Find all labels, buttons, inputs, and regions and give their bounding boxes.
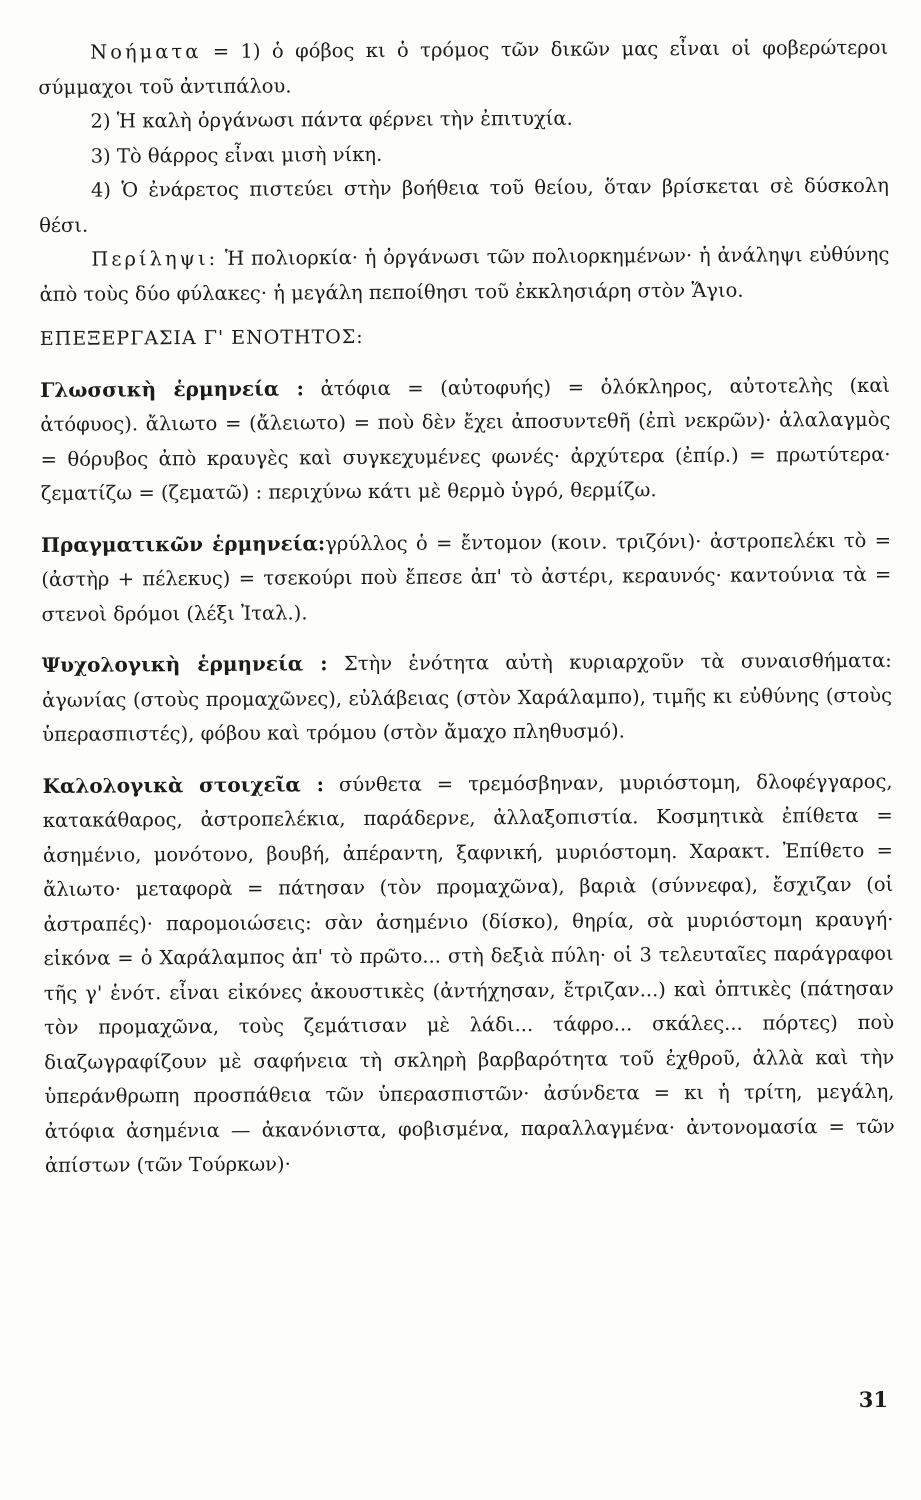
- linguistic-label: Γλωσσικὴ ἑρμηνεία :: [40, 375, 305, 402]
- linguistic-text: ἀτόφια = (αὐτοφυής) = ὁλόκληρος, αὐτοτελὴς (καὶ ἀτόφυος). ἄλιωτο = (ἄλειωτο) = ποὺ δὲν ἔχει ἀποσυντεθῆ (ἐπὶ νεκρῶν)· ἀλαλαγμὸς = θόρυβος ἀπὸ κραυγὲς καὶ συγκεχυμένες φωνές· ἀρχύτερα (ἐπίρ.) = πρωτύτερα· ζεματίζω = (ζεματῶ) : περιχύνω κάτι μὲ θερμὸ ὑγρό, θερμίζω.: [40, 373, 891, 505]
- psychological-paragraph: [42, 643, 893, 753]
- notes-item-1: = 1) ὁ φόβος κι ὁ τρόμος τῶν δικῶν μας εἶναι οἱ φοβερώτεροι σύμμαχοι τοῦ ἀντιπάλου.: [38, 35, 889, 99]
- notes-item-4: 4) Ὁ ἐνάρετος πιστεύει στὴν βοήθεια τοῦ θείου, ὅταν βρίσκεται σὲ δύσκολη θέσι.: [39, 173, 889, 237]
- section-heading: ΕΠΕΞΕΡΓΑΣΙΑ Γ' ΕΝΟΤΗΤΟΣ:: [39, 326, 364, 350]
- psychological-text: Στὴν ἑνότητα αὐτὴ κυριαρχοῦν τὰ συναισθήματα: ἀγωνίας (στοὺς προμαχῶνες), εὐλάβειας (στὸν Χαράλαμπο), τιμῆς κι εὐθύνης (στοὺς ὑπερασπιστές), φόβου καὶ τρόμου (στὸν ἄμαχο πληθυσμό).: [41, 648, 893, 746]
- linguistic-paragraph: [40, 367, 891, 511]
- summary-paragraph: [39, 238, 889, 312]
- aesthetic-text: σύνθετα = τρεμόσβηναν, μυριόστομη, δλοφέγγαρος, κατακάθαρος, ἀστροπελέκια, παράδερνε, ἀλλαξοπιστία. Κοσμητικὰ ἐπίθετα = ἀσημένιο, μονότονο, βουβή, ἀπέραντη, ξαφνική, μυριόστομη. Χαρακτ. Ἐπίθετο = ἄλιωτο· μεταφορὰ = πάτησαν (τὸν προμαχῶνα), βαριὰ (σύννεφα), ἔσχιζαν (οἱ ἀστραπές)· παρομοιώσεις: σὰν ἀσημένιο (δίσκο), θηρία, σὰ μυριόστομη κραυγή· εἰκόνα = ὁ Χαράλαμπος ἀπ' τὸ πρῶτο... στὴ δεξιὰ πύλη· οἱ 3 τελευταῖες παράγραφοι τῆς γ' ἑνότ. εἶναι εἰκόνες ἀκουστικὲς (ἀντήχησαν, ἔτριζαν...) καὶ ὀπτικὲς (πάτησαν τὸν προμαχῶνα, τοὺς ζεμάτισαν μὲ λάδι... τάφρο... σκάλες... πόρτες) ποὺ διαζωγραφίζουν μὲ σαφήνεια τὴ σκληρὴ βαρβαρότητα τοῦ ἐχθροῦ, ἀλλὰ καὶ τὴν ὑπεράνθρωπη προσπάθεια τῶν ὑπερασπιστῶν· ἀσύνδετα = κι ἡ τρίτη, μεγάλη, ἀτόφια ἀσημένια — ἀκανόνιστα, φοβισμένα, παραλλαγμένα· ἀντονομασία = τῶν ἀπίστων (τῶν Τούρκων)·: [42, 769, 895, 1177]
- page-body: [38, 31, 895, 1184]
- aesthetic-label: Καλολογικὰ στοιχεῖα :: [42, 771, 325, 798]
- factual-paragraph: [41, 522, 892, 632]
- factual-text: γρύλλος ὁ = ἔντομον (κοιν. τριζόνι)· ἀστροπελέκι τὸ = (ἀστὴρ + πέλεκυς) = τσεκούρι ποὺ ἔπεσε ἀπ' τὸ ἀστέρι, κεραυνός· καντούνια τὰ = στενοὶ δρόμοι (λέξι Ἰταλ.).: [41, 528, 892, 626]
- psychological-label: Ψυχολογικὴ ἑρμηνεία :: [41, 651, 328, 677]
- notes-item-3: 3) Τὸ θάρρος εἶναι μισὴ νίκη.: [90, 142, 383, 168]
- summary-label: Περίληψι:: [91, 246, 219, 271]
- notes-paragraph: [38, 31, 888, 105]
- page-number: 31: [858, 1387, 888, 1412]
- factual-label: Πραγματικῶν ἑρμηνεία:: [41, 530, 326, 557]
- summary-text: Ἡ πολιορκία· ἡ ὀργάνωσι τῶν πολιορκημένων· ἡ ἀνάληψι εὐθύνης ἀπὸ τοὺς δύο φύλακες· ἡ μεγάλη πεποίθησι τοῦ ἐκκλησιάρη στὸν Ἅγιο.: [39, 242, 890, 306]
- notes-item-2: 2) Ἡ καλὴ ὀργάνωσι πάντα φέρνει τὴν ἐπιτυχία.: [90, 106, 573, 133]
- aesthetic-paragraph: [42, 763, 895, 1183]
- notes-label: Νοήματα: [90, 40, 202, 64]
